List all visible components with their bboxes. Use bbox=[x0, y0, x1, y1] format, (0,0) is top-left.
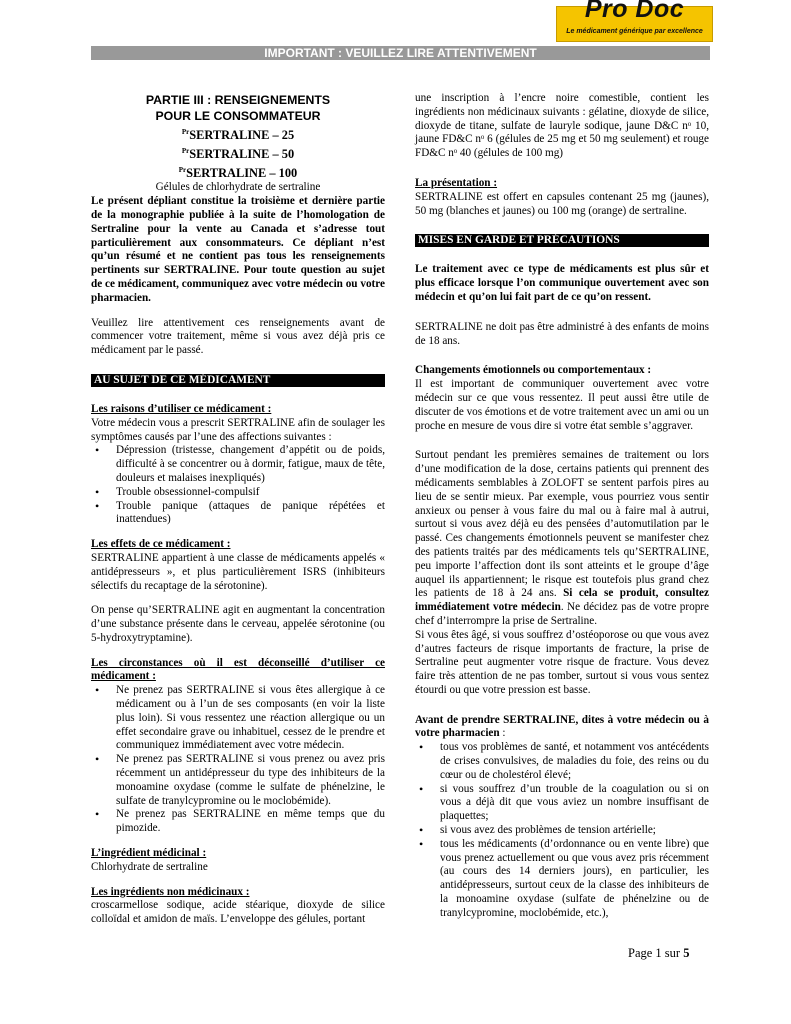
medicinal-ingredient-text: Chlorhydrate de sertraline bbox=[91, 860, 208, 873]
intro-bold-paragraph: Le présent dépliant constitue la troisième et dernière partie de la monographie publiée à la suite de l’homologation de Sertraline pour la vente au Canada et s’adresse tout particulièrement aux consommateurs. Ce dépliant n’est qu’un résumé et ne contient pas tous les renseignements pertinents sur SERTRALINE. Pour toute question au sujet de ce médicament, communiquez avec votre médecin ou votre pharmacien. bbox=[91, 195, 385, 304]
contraindications-list bbox=[91, 684, 385, 836]
emotional-changes-text: Il est important de communiquer ouvertement avec votre médecin sur ce que vous ressentez. Il peut aussi être utile de discuter de vos émotions et de votre traitement avec un ami ou un proche en mesure de vous dire si votre état semble s’aggraver. bbox=[415, 378, 709, 432]
list-item: • Ne prenez pas SERTRALINE si vous prenez ou avez pris récemment un antidépresseur du type des inhibiteurs de la monoamine oxydase (comme le sulfate de phénelzine, le sulfate de tranylcypromine ou le moclobémide). bbox=[91, 753, 385, 808]
list-item: • Dépression (tristesse, changement d’appétit ou de poids, difficulté à se concentrer ou à dormir, fatigue, maux de tête, douleurs et malaises inexpliqués) bbox=[91, 444, 385, 485]
before-taking-heading bbox=[415, 714, 709, 742]
list-item: • Trouble panique (attaques de panique répétées et inattendues) bbox=[91, 500, 385, 528]
product-25-label: SERTRALINE – 25 bbox=[189, 128, 295, 143]
first-weeks-paragraph bbox=[415, 449, 709, 628]
product-50-label: SERTRALINE – 50 bbox=[189, 147, 295, 162]
list-item: • Ne prenez pas SERTRALINE si vous êtes allergique à ce médicament ou à l’un de ses composants (en voir la liste plus loin). Si vous ressentez une réaction allergique ou un effet secondaire grave ou inhabituel, cessez de le prendre et communiquez immédiatement avec votre médecin. bbox=[91, 684, 385, 753]
page-label: Page 1 sur bbox=[628, 946, 684, 960]
nonmedicinal-text-continued: une inscription à l’encre noire comestible, contient les ingrédients non médicinaux suivants : gélatine, dioxyde de silice, dioxyde de titane, sulfate de lauryle sodique, jaune D&C nᵒ 10, jaune FD&C nᵒ 6 (gélules de 25 mg et 50 mg seulement) et rouge FD&C nᵒ 40 (gélules de 100 mg) bbox=[415, 92, 709, 160]
reasons-text: Votre médecin vous a prescrit SERTRALINE afin de soulager les symptômes causés par l’une des affections suivantes : bbox=[91, 416, 385, 443]
contraindications-heading: Les circonstances où il est déconseillé d’utiliser ce médicament : bbox=[91, 656, 385, 683]
medicinal-ingredient-heading: L’ingrédient médicinal : bbox=[91, 847, 207, 860]
list-item: • si vous souffrez d’un trouble de la coagulation ou si on vous a déjà dit que vous aviez un nombre insuffisant de plaquettes; bbox=[415, 783, 709, 824]
list-item: • Trouble obsessionnel-compulsif bbox=[91, 486, 385, 500]
emotional-changes-heading: Changements émotionnels ou comportementaux : bbox=[415, 364, 652, 377]
pro-doc-logo bbox=[556, 0, 713, 42]
product-name-50 bbox=[91, 143, 385, 162]
page-number bbox=[628, 947, 689, 961]
important-banner: IMPORTANT : VEUILLEZ LIRE ATTENTIVEMENT bbox=[91, 46, 710, 60]
logo-title: Pro Doc bbox=[584, 0, 685, 23]
before-taking-colon: : bbox=[499, 727, 506, 740]
reasons-list bbox=[91, 444, 385, 527]
left-column bbox=[91, 92, 385, 927]
presentation-text: SERTRALINE est offert en capsules contenant 25 mg (jaunes), 50 mg (blanches et jaunes) ou 100 mg (orange) de sertraline. bbox=[415, 190, 709, 217]
section-header-warnings: MISES EN GARDE ET PRÉCAUTIONS bbox=[415, 234, 709, 247]
page-total: 5 bbox=[683, 946, 690, 960]
effects-text-1: SERTRALINE appartient à une classe de médicaments appelés « antidépresseurs », et plus particulièrement ISRS (inhibiteurs sélectifs du recaptage de la sérotonine). bbox=[91, 551, 385, 592]
list-item: • tous les médicaments (d’ordonnance ou en vente libre) que vous prenez actuellement ou que vous avez pris récemment (au cours des 14 derniers jours), en particulier, les antidépresseurs, surtout ceux de la classe des inhibiteurs de la monoamine oxydase (sulfate de phénelzine ou de tranylcypromine, moclobémide, etc.), bbox=[415, 838, 709, 921]
right-column bbox=[415, 92, 709, 921]
part-title-line-2: POUR LE CONSOMMATEUR bbox=[155, 109, 321, 123]
reasons-heading: Les raisons d’utiliser ce médicament : bbox=[91, 402, 272, 415]
list-item: • si vous avez des problèmes de tension artérielle; bbox=[415, 824, 709, 838]
prescription-symbol: Pr bbox=[178, 166, 187, 175]
first-weeks-text-1: Surtout pendant les premières semaines de traitement ou lors d’une modification de la dose, certains patients qui prennent des médicaments semblables à ZOLOFT se sentent parfois pires au lieu de se sentir mieux. Par exemple, vous pourriez vous sentir anxieux ou penser à vous faire du mal ou à faire mal à autrui, surtout si vous avez déjà eu des pensées d’automutilation par le passé. Ces changements émotionnels peuvent se manifester chez des patients traités par des médicaments tels qu’SERTRALINE, peu importe l’affection dont ils sont atteints et le groupe d’âge auquel ils appartiennent; le risque est toutefois plus grand chez les patients de 18 à 24 ans. bbox=[415, 449, 709, 600]
intro-paragraph: Veuillez lire attentivement ces renseignements avant de commencer votre traitement, même si vous avez déjà pris ce médicament par le passé. bbox=[91, 316, 385, 357]
warnings-bold-paragraph: Le traitement avec ce type de médicaments est plus sûr et plus efficace lorsque l’on communique ouvertement avec son médecin et qu’on lui fait part de ce qu’on ressent. bbox=[415, 263, 709, 303]
logo-tagline: Le médicament générique par excellence bbox=[566, 28, 703, 36]
part-title-line-1: PARTIE III : RENSEIGNEMENTS bbox=[145, 93, 331, 107]
effects-text-2: On pense qu’SERTRALINE agit en augmentant la concentration d’une substance présente dans le cerveau, appelée sérotonine (ou 5-hydroxytryptamine). bbox=[91, 604, 385, 644]
section-header-about: AU SUJET DE CE MÉDICAMENT bbox=[91, 374, 385, 387]
prescription-symbol: Pr bbox=[181, 128, 190, 136]
effects-heading: Les effets de ce médicament : bbox=[91, 538, 231, 551]
nonmedicinal-text: croscarmellose sodique, acide stéarique, dioxyde de silice colloïdal et amidon de maïs. L’enveloppe des gélules, portant bbox=[91, 899, 385, 926]
before-taking-heading-bold: Avant de prendre SERTRALINE, dites à votre médecin ou à votre pharmacien bbox=[415, 713, 709, 740]
product-100-label: SERTRALINE – 100 bbox=[186, 166, 298, 181]
prescription-symbol: Pr bbox=[181, 147, 190, 156]
before-taking-list bbox=[415, 741, 709, 920]
list-item: • Ne prenez pas SERTRALINE en même temps que du pimozide. bbox=[91, 808, 385, 836]
osteoporosis-paragraph: Si vous êtes âgé, si vous souffrez d’ostéoporose ou que vous avez d’autres facteurs de risque importants de fracture, la prise de Sertraline peut augmenter votre risque de fracture. Vous devez faire très attention de ne pas tomber, surtout si vous vous sentez étourdi ou que votre pression est basse. bbox=[415, 628, 709, 696]
children-warning: SERTRALINE ne doit pas être administré à des enfants de moins de 18 ans. bbox=[415, 320, 709, 347]
product-subtitle: Gélules de chlorhydrate de sertraline bbox=[155, 181, 321, 194]
list-item: • tous vos problèmes de santé, et notamment vos antécédents de crises convulsives, de maladies du foie, des reins ou du cœur ou de cholestérol élevé; bbox=[415, 741, 709, 782]
consult-doctor-bold: Si cela se produit, consultez immédiatement votre médecin bbox=[415, 587, 709, 614]
product-name-25 bbox=[91, 124, 385, 143]
nonmedicinal-heading: Les ingrédients non médicinaux : bbox=[91, 885, 250, 898]
product-name-100 bbox=[91, 162, 385, 181]
presentation-heading: La présentation : bbox=[415, 176, 498, 189]
first-weeks-text-2: . Ne décidez pas de votre propre chef d’interrompre la prise de Sertraline. bbox=[415, 601, 709, 627]
